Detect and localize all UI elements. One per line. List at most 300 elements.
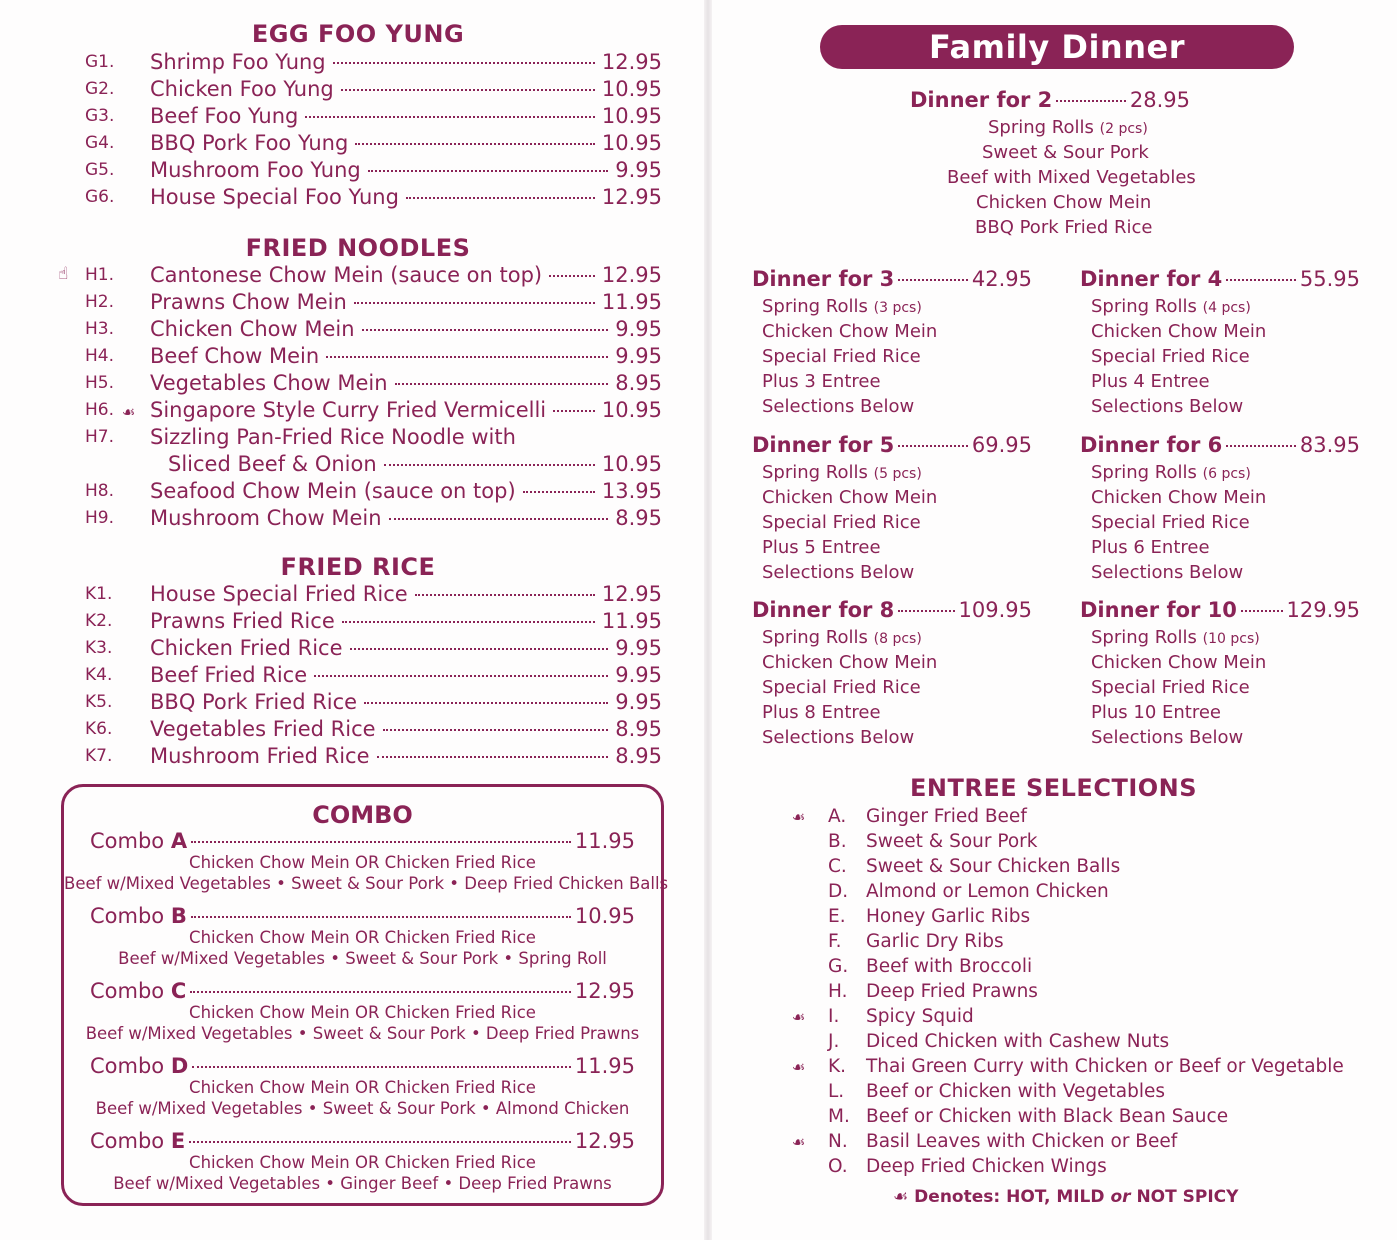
menu-item-row-cont — [0, 451, 662, 478]
dinner-price: 69.95 — [971, 433, 1032, 457]
entree-name: Basil Leaves with Chicken or Beef — [866, 1131, 1178, 1152]
item-name: BBQ Pork Fried Rice — [150, 689, 361, 716]
dinner-price: 129.95 — [1286, 598, 1360, 622]
dinner-item: Plus 5 Entree — [762, 537, 881, 558]
menu-item-row — [0, 424, 662, 451]
item-code: K5. — [85, 692, 113, 712]
entree-name: Beef or Chicken with Vegetables — [866, 1081, 1165, 1102]
entree-name: Beef with Broccoli — [866, 956, 1033, 977]
pepper-icon: ☙ — [792, 1008, 806, 1026]
item-code: G3. — [85, 106, 115, 126]
entree-name: Deep Fried Chicken Wings — [866, 1156, 1107, 1177]
combo-row — [90, 902, 635, 930]
combo-word: Combo — [90, 1129, 165, 1153]
dinner-label: Dinner for 8 — [752, 598, 895, 622]
dinner-header — [1080, 266, 1360, 292]
dinner-item: Chicken Chow Mein — [762, 321, 938, 342]
dinner-item: Special Fried Rice — [1091, 346, 1250, 367]
dinner-item: Plus 6 Entree — [1091, 537, 1210, 558]
leader-dots — [406, 197, 595, 199]
item-code: H1. — [85, 265, 115, 285]
piece-count: (4 pcs) — [1202, 300, 1251, 316]
dinner-item: Chicken Chow Mein — [762, 652, 938, 673]
dinner-label: Dinner for 6 — [1080, 433, 1223, 457]
item-code: G1. — [85, 52, 115, 72]
pepper-icon: ☙ — [893, 1187, 909, 1207]
dinner-spring-rolls — [1091, 294, 1251, 321]
dinner-spring-rolls — [1091, 460, 1251, 487]
legend-text: Denotes: HOT, MILD — [914, 1187, 1105, 1207]
combo-price: 12.95 — [574, 979, 635, 1003]
item-name: Mushroom Fried Rice — [150, 743, 374, 770]
item-leader — [150, 743, 662, 770]
dinner-item: Special Fried Rice — [762, 346, 921, 367]
menu-item-row — [0, 157, 662, 184]
item-code: G6. — [85, 187, 115, 207]
dinner-for-2-header — [910, 87, 1190, 113]
leader-dots — [898, 279, 968, 281]
leader-dots — [1226, 279, 1296, 281]
dinner-spring-rolls — [1091, 625, 1260, 652]
item-name: Beef Fried Rice — [150, 662, 311, 689]
piece-count: (2 pcs) — [1099, 121, 1148, 137]
dinner-price: 42.95 — [971, 267, 1032, 291]
item-price: 12.95 — [601, 185, 662, 209]
item-code: H3. — [85, 319, 115, 339]
leader-dots — [364, 702, 608, 704]
entree-name: Spicy Squid — [866, 1006, 974, 1027]
combo-main-choice: Chicken Chow Mein OR Chicken Fried Rice — [189, 853, 536, 872]
item-leader — [150, 397, 662, 424]
combo-sides: Beef w/Mixed Vegetables • Sweet & Sour Pork • Deep Fried Prawns — [85, 1024, 640, 1043]
piece-count: (5 pcs) — [873, 466, 922, 482]
dinner-price: 28.95 — [1129, 88, 1190, 112]
combo-letter: A — [170, 829, 188, 853]
combo-row — [90, 977, 635, 1005]
item-price: 10.95 — [601, 131, 662, 155]
egg-foo-yung-title: EGG FOO YUNG — [251, 20, 465, 48]
item-price: 8.95 — [615, 371, 662, 395]
item-code: K2. — [85, 611, 113, 631]
dinner-item: Special Fried Rice — [762, 677, 921, 698]
combo-label — [90, 1127, 185, 1155]
dinner-label: Dinner for 3 — [752, 267, 895, 291]
item-leader — [150, 689, 662, 716]
item-price: 9.95 — [615, 663, 662, 687]
leader-dots — [350, 648, 609, 650]
item-leader — [150, 662, 662, 689]
dinner-label: Dinner for 4 — [1080, 267, 1223, 291]
item-price: 9.95 — [615, 317, 662, 341]
dinner-item-text: Spring Rolls — [762, 462, 868, 483]
pepper-icon: ☙ — [792, 808, 806, 826]
combo-letter: C — [170, 979, 187, 1003]
menu-item-row — [0, 76, 662, 103]
item-leader — [150, 76, 662, 103]
item-name: Cantonese Chow Mein (sauce on top) — [150, 262, 546, 289]
combo-label — [90, 1052, 188, 1080]
item-name: Chicken Chow Mein — [150, 316, 359, 343]
item-code: K6. — [85, 719, 113, 739]
entree-name: Garlic Dry Ribs — [866, 931, 1004, 952]
combo-main-choice: Chicken Chow Mein OR Chicken Fried Rice — [189, 928, 536, 947]
dinner-2-item: BBQ Pork Fried Rice — [975, 217, 1153, 238]
item-name: Vegetables Fried Rice — [150, 716, 380, 743]
combo-price: 12.95 — [574, 1129, 635, 1153]
item-code: G4. — [85, 133, 115, 153]
item-price: 9.95 — [615, 344, 662, 368]
combo-row — [90, 827, 635, 855]
item-leader — [168, 451, 662, 478]
dinner-header — [752, 597, 1032, 623]
item-code: G2. — [85, 79, 115, 99]
dinner-label: Dinner for 2 — [910, 88, 1053, 112]
item-code: H6. — [85, 400, 115, 420]
combo-word: Combo — [90, 979, 165, 1003]
item-name: Mushroom Chow Mein — [150, 505, 386, 532]
dinner-2-item: Sweet & Sour Pork — [982, 142, 1149, 163]
item-leader — [150, 289, 662, 316]
pepper-icon: ☙ — [122, 403, 136, 421]
item-leader — [150, 343, 662, 370]
leader-dots — [191, 916, 571, 918]
menu-item-row — [0, 689, 662, 716]
leader-dots — [553, 410, 595, 412]
dinner-item: Plus 4 Entree — [1091, 371, 1210, 392]
combo-price: 11.95 — [574, 1054, 635, 1078]
combo-row — [90, 1127, 635, 1155]
entree-selections-title: ENTREE SELECTIONS — [909, 774, 1198, 802]
dinner-item-text: Spring Rolls — [762, 627, 868, 648]
dinner-item: Selections Below — [762, 396, 915, 417]
leader-dots — [333, 62, 595, 64]
entree-name: Sweet & Sour Pork — [866, 831, 1038, 852]
entree-letter: F. — [828, 931, 842, 952]
pepper-icon: ☙ — [792, 1133, 806, 1151]
dinner-2-item: Beef with Mixed Vegetables — [947, 167, 1196, 188]
dinner-item: Chicken Chow Mein — [1091, 487, 1267, 508]
item-price: 10.95 — [601, 77, 662, 101]
item-name: Beef Chow Mein — [150, 343, 323, 370]
leader-dots — [191, 841, 571, 843]
combo-price: 11.95 — [574, 829, 635, 853]
dinner-item: Chicken Chow Mein — [762, 487, 938, 508]
item-leader — [150, 635, 662, 662]
entree-letter: G. — [828, 956, 849, 977]
item-name: Sliced Beef & Onion — [168, 451, 381, 478]
item-name: Prawns Chow Mein — [150, 289, 351, 316]
leader-dots — [383, 729, 609, 731]
entree-name: Ginger Fried Beef — [866, 806, 1027, 827]
leader-dots — [1241, 610, 1283, 612]
item-name: House Special Foo Yung — [150, 184, 403, 211]
menu-item-row — [0, 103, 662, 130]
dinner-header — [752, 432, 1032, 458]
item-leader — [150, 184, 662, 211]
item-code: H2. — [85, 292, 115, 312]
leader-dots — [415, 594, 595, 596]
leader-dots — [355, 143, 595, 145]
item-leader — [150, 716, 662, 743]
item-leader — [150, 478, 662, 505]
leader-dots — [549, 275, 595, 277]
menu-item-row — [0, 662, 662, 689]
dinner-item: Chicken Chow Mein — [1091, 652, 1267, 673]
fried-noodles-title: FRIED NOODLES — [245, 234, 471, 262]
entree-name: Almond or Lemon Chicken — [866, 881, 1109, 902]
entree-letter: A. — [828, 806, 847, 827]
item-code: H5. — [85, 373, 115, 393]
combo-sides: Beef w/Mixed Vegetables • Ginger Beef • Deep Fried Prawns — [113, 1174, 612, 1193]
leader-dots — [384, 464, 595, 466]
dinner-item-text: Spring Rolls — [1091, 627, 1197, 648]
dinner-item: Selections Below — [1091, 727, 1244, 748]
dinner-item: Selections Below — [1091, 396, 1244, 417]
entree-letter: B. — [828, 831, 847, 852]
dinner-item: Plus 3 Entree — [762, 371, 881, 392]
spice-legend — [893, 1187, 1238, 1207]
item-code: H8. — [85, 481, 115, 501]
item-name: Seafood Chow Mein (sauce on top) — [150, 478, 520, 505]
item-name: BBQ Pork Foo Yung — [150, 130, 352, 157]
piece-count: (3 pcs) — [873, 300, 922, 316]
entree-letter: J. — [828, 1031, 840, 1052]
dinner-spring-rolls — [762, 294, 922, 321]
item-name: House Special Fried Rice — [150, 581, 412, 608]
item-price: 9.95 — [615, 636, 662, 660]
entree-letter: L. — [828, 1081, 845, 1102]
entree-letter: D. — [828, 881, 849, 902]
item-price: 10.95 — [601, 398, 662, 422]
item-price: 8.95 — [615, 744, 662, 768]
dinner-item: Plus 8 Entree — [762, 702, 881, 723]
dinner-price: 55.95 — [1299, 267, 1360, 291]
item-price: 11.95 — [601, 290, 662, 314]
combo-box — [61, 784, 669, 1206]
item-price: 13.95 — [601, 479, 662, 503]
item-name: Chicken Foo Yung — [150, 76, 338, 103]
menu-item-row — [0, 262, 662, 289]
dinner-label: Dinner for 10 — [1080, 598, 1237, 622]
legend-or: or — [1110, 1187, 1131, 1207]
menu-item-row — [0, 635, 662, 662]
item-code: K3. — [85, 638, 113, 658]
entree-name: Deep Fried Prawns — [866, 981, 1038, 1002]
piece-count: (8 pcs) — [873, 631, 922, 647]
thumbs-up-icon: ☝ — [58, 264, 69, 284]
combo-word: Combo — [90, 904, 165, 928]
item-name: Mushroom Foo Yung — [150, 157, 365, 184]
item-code: H7. — [85, 427, 115, 447]
item-code: K4. — [85, 665, 113, 685]
leader-dots — [898, 610, 954, 612]
leader-dots — [1056, 100, 1126, 102]
leader-dots — [192, 1066, 571, 1068]
dinner-item-text: Spring Rolls — [762, 296, 868, 317]
menu-item-row — [0, 716, 662, 743]
entree-name: Thai Green Curry with Chicken or Beef or Vegetable — [866, 1056, 1344, 1077]
menu-item-row — [0, 397, 662, 424]
menu-item-row — [0, 608, 662, 635]
dinner-item-text: Spring Rolls — [1091, 296, 1197, 317]
entree-letter: H. — [828, 981, 848, 1002]
entree-name: Beef or Chicken with Black Bean Sauce — [866, 1106, 1229, 1127]
entree-name: Diced Chicken with Cashew Nuts — [866, 1031, 1170, 1052]
item-price: 8.95 — [615, 506, 662, 530]
entree-letter: E. — [828, 906, 846, 927]
entree-name: Sweet & Sour Chicken Balls — [866, 856, 1121, 877]
menu-item-row — [0, 184, 662, 211]
dinner-item: Chicken Chow Mein — [1091, 321, 1267, 342]
item-price: 10.95 — [601, 104, 662, 128]
dinner-item: Plus 10 Entree — [1091, 702, 1221, 723]
combo-price: 10.95 — [574, 904, 635, 928]
leader-dots — [326, 356, 608, 358]
piece-count: (10 pcs) — [1202, 631, 1260, 647]
combo-title: COMBO — [312, 801, 413, 829]
item-name: Singapore Style Curry Fried Vermicelli — [150, 397, 550, 424]
menu-item-row — [0, 743, 662, 770]
item-price: 8.95 — [615, 717, 662, 741]
item-price: 10.95 — [601, 452, 662, 476]
dinner-header — [1080, 432, 1360, 458]
item-price: 12.95 — [601, 582, 662, 606]
item-price: 9.95 — [615, 690, 662, 714]
leader-dots — [377, 756, 609, 758]
item-leader — [150, 505, 662, 532]
item-name: Chicken Fried Rice — [150, 635, 347, 662]
dinner-2-item — [988, 115, 1148, 142]
combo-letter: E — [170, 1129, 186, 1153]
dinner-item: Selections Below — [1091, 562, 1244, 583]
piece-count: (6 pcs) — [1202, 466, 1251, 482]
item-leader — [150, 608, 662, 635]
leader-dots — [189, 1141, 571, 1143]
dinner-item: Selections Below — [762, 562, 915, 583]
menu-item-row — [0, 505, 662, 532]
pepper-icon: ☙ — [792, 1058, 806, 1076]
item-leader — [150, 157, 662, 184]
entree-letter: N. — [828, 1131, 848, 1152]
combo-label — [90, 977, 186, 1005]
combo-word: Combo — [90, 829, 165, 853]
legend-text-2: NOT SPICY — [1136, 1187, 1239, 1207]
item-price: 11.95 — [601, 609, 662, 633]
menu-item-row — [0, 343, 662, 370]
dinner-item-text: Spring Rolls — [1091, 462, 1197, 483]
item-price: 12.95 — [601, 263, 662, 287]
item-name: Prawns Fried Rice — [150, 608, 339, 635]
entree-letter: O. — [828, 1156, 848, 1177]
leader-dots — [190, 991, 571, 993]
page-fold — [704, 0, 712, 1240]
item-leader — [150, 103, 662, 130]
fried-rice-title: FRIED RICE — [280, 553, 436, 581]
dinner-label: Dinner for 5 — [752, 433, 895, 457]
leader-dots — [368, 170, 608, 172]
item-name: Beef Foo Yung — [150, 103, 302, 130]
item-leader — [150, 49, 662, 76]
dinner-price: 109.95 — [958, 598, 1032, 622]
combo-sides: Beef w/Mixed Vegetables • Sweet & Sour Pork • Almond Chicken — [95, 1099, 630, 1118]
leader-dots — [389, 518, 609, 520]
entree-letter: K. — [828, 1056, 847, 1077]
combo-label — [90, 902, 187, 930]
combo-letter: B — [170, 904, 187, 928]
item-leader — [150, 130, 662, 157]
menu-item-row — [0, 130, 662, 157]
combo-main-choice: Chicken Chow Mein OR Chicken Fried Rice — [189, 1153, 536, 1172]
item-leader — [150, 581, 662, 608]
combo-row — [90, 1052, 635, 1080]
entree-letter: C. — [828, 856, 847, 877]
leader-dots — [362, 329, 609, 331]
dinner-item: Special Fried Rice — [762, 512, 921, 533]
menu-item-row — [0, 581, 662, 608]
item-name: Shrimp Foo Yung — [150, 49, 330, 76]
combo-label — [90, 827, 187, 855]
dinner-2-item: Chicken Chow Mein — [976, 192, 1152, 213]
entree-letter: M. — [828, 1106, 850, 1127]
item-price: 12.95 — [601, 50, 662, 74]
dinner-price: 83.95 — [1299, 433, 1360, 457]
leader-dots — [395, 383, 609, 385]
item-code: K1. — [85, 584, 113, 604]
menu-item-row — [0, 289, 662, 316]
combo-main-choice: Chicken Chow Mein OR Chicken Fried Rice — [189, 1078, 536, 1097]
item-leader — [150, 316, 662, 343]
entree-letter: I. — [828, 1006, 840, 1027]
dinner-spring-rolls — [762, 625, 922, 652]
combo-sides: Beef w/Mixed Vegetables • Sweet & Sour Pork • Deep Fried Chicken Balls — [64, 874, 669, 893]
leader-dots — [305, 116, 594, 118]
dinner-header — [1080, 597, 1360, 623]
item-code: H9. — [85, 508, 115, 528]
item-name: Vegetables Chow Mein — [150, 370, 392, 397]
combo-letter: D — [170, 1054, 189, 1078]
menu-item-row — [0, 370, 662, 397]
item-code: G5. — [85, 160, 115, 180]
dinner-item: Special Fried Rice — [1091, 677, 1250, 698]
item-price: 9.95 — [615, 158, 662, 182]
combo-main-choice: Chicken Chow Mein OR Chicken Fried Rice — [189, 1003, 536, 1022]
item-name-line1: Sizzling Pan-Fried Rice Noodle with — [150, 425, 516, 449]
dinner-item-text: Spring Rolls — [988, 117, 1094, 138]
leader-dots — [898, 445, 968, 447]
item-leader — [150, 262, 662, 289]
leader-dots — [314, 675, 608, 677]
leader-dots — [1226, 445, 1296, 447]
dinner-header — [752, 266, 1032, 292]
leader-dots — [342, 621, 595, 623]
entree-name: Honey Garlic Ribs — [866, 906, 1031, 927]
family-dinner-banner: Family Dinner — [820, 25, 1294, 69]
dinner-item: Selections Below — [762, 727, 915, 748]
menu-item-row — [0, 478, 662, 505]
menu-item-row — [0, 316, 662, 343]
combo-word: Combo — [90, 1054, 165, 1078]
item-leader — [150, 370, 662, 397]
leader-dots — [523, 491, 595, 493]
dinner-item: Special Fried Rice — [1091, 512, 1250, 533]
item-code: H4. — [85, 346, 115, 366]
combo-sides: Beef w/Mixed Vegetables • Sweet & Sour Pork • Spring Roll — [118, 949, 607, 968]
menu-item-row — [0, 49, 662, 76]
dinner-spring-rolls — [762, 460, 922, 487]
leader-dots — [354, 302, 595, 304]
item-code: K7. — [85, 746, 113, 766]
leader-dots — [341, 89, 595, 91]
